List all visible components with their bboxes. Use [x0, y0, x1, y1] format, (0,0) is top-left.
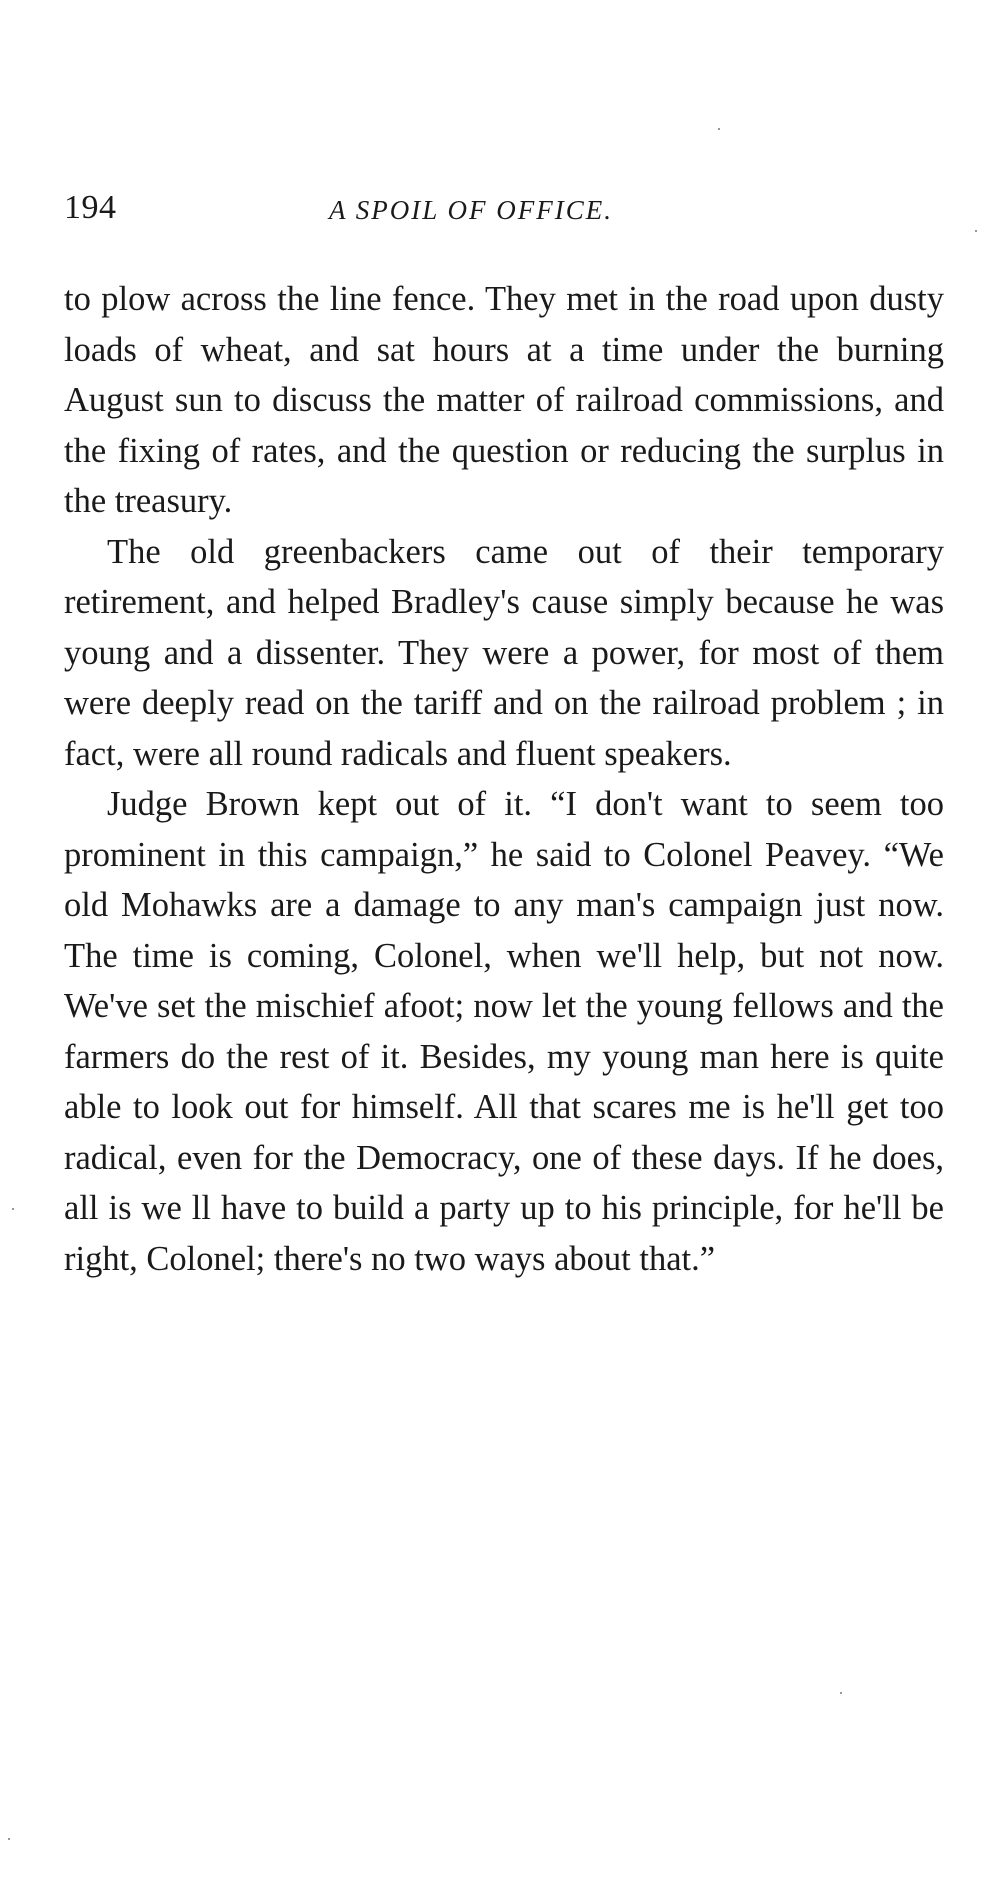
running-title: A SPOIL OF OFFICE.	[329, 195, 613, 225]
scan-speck	[840, 1692, 842, 1694]
scan-speck	[718, 128, 720, 130]
body-text	[64, 274, 944, 1284]
paragraph-2: The old greenbackers came out of their temporary retirement, and helped Bradley's cause simply because he was young and a dissenter. They were a power, for most of them were deeply read on the tariff and on the railroad problem ; in fact, were all round radicals and fluent speakers.	[64, 532, 944, 773]
paragraph-3: Judge Brown kept out of it. “I don't want to seem too prominent in this campaign,” he said to Colonel Peavey. “We old Mohawks are a damage to any man's campaign just now. The time is coming, Colonel, when we'll help, but not now. We've set the mischief afoot; now let the young fellows and the farmers do the rest of it. Besides, my young man here is quite able to look out for himself. All that scares me is he'll get too radical, even for the Democracy, one of these days. If he does, all is we ll have to build a party up to his principle, for he'll be right, Colonel; there's no two ways about that.”	[64, 785, 944, 1278]
scan-speck	[12, 1208, 14, 1210]
page-header	[64, 188, 944, 238]
paragraph-1: to plow across the line fence. They met in the road upon dusty loads of wheat, and sat hours at a time under the burning August sun to discuss the matter of railroad commissions, and the fixing of rates, and the question or reducing the surplus in the treasury.	[64, 280, 944, 520]
scan-speck	[8, 1838, 10, 1840]
page-number: 194	[64, 189, 117, 226]
scan-speck	[975, 230, 977, 232]
